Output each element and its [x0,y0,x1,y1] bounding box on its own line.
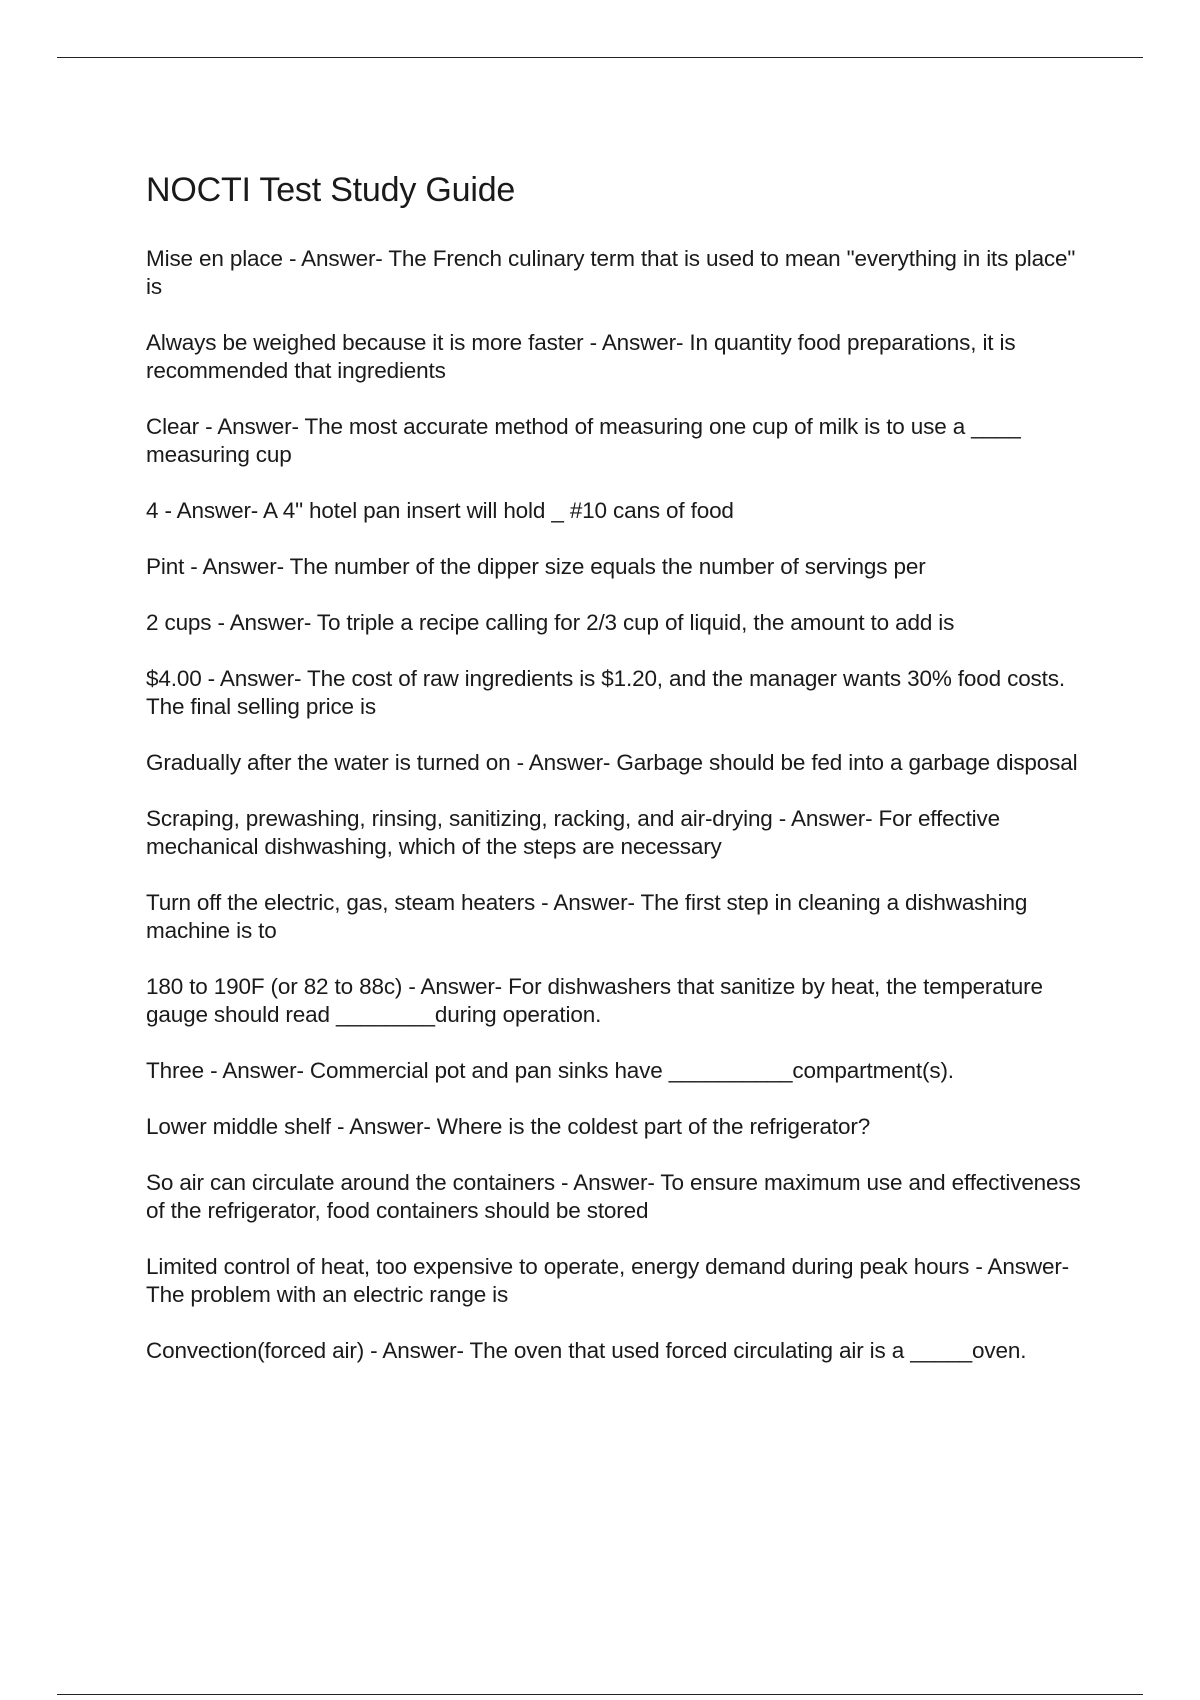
qa-item: Three - Answer- Commercial pot and pan sinks have __________compartment(s). [146,1057,954,1083]
qa-item: 2 cups - Answer- To triple a recipe calling for 2/3 cup of liquid, the amount to add is [146,609,955,635]
qa-item: 180 to 190F (or 82 to 88c) - Answer- For dishwashers that sanitize by heat, the temperature gauge should read ________during operation. [146,973,1043,1027]
footer-rule [57,1694,1143,1695]
qa-item: Convection(forced air) - Answer- The oven that used forced circulating air is a _____oven. [146,1337,1027,1363]
qa-item: Limited control of heat, too expensive to operate, energy demand during peak hours - Answer- The problem with an electric range is [146,1253,1070,1307]
qa-item: Scraping, prewashing, rinsing, sanitizing, racking, and air-drying - Answer- For effective mechanical dishwashing, which of the steps are necessary [146,805,1000,859]
qa-item: 4 - Answer- A 4" hotel pan insert will hold _ #10 cans of food [146,497,734,523]
page-title: NOCTI Test Study Guide [146,171,516,209]
qa-item: Gradually after the water is turned on - Answer- Garbage should be fed into a garbage disposal [146,749,1078,775]
qa-item: Mise en place - Answer- The French culinary term that is used to mean "everything in its place" is [146,245,1076,299]
qa-item: Clear - Answer- The most accurate method of measuring one cup of milk is to use a ____ measuring cup [146,413,1021,467]
header-rule [57,57,1143,58]
qa-item: Lower middle shelf - Answer- Where is the coldest part of the refrigerator? [146,1113,871,1139]
qa-item: So air can circulate around the containers - Answer- To ensure maximum use and effectiveness of the refrigerator, food containers should be stored [146,1169,1081,1223]
qa-item: $4.00 - Answer- The cost of raw ingredients is $1.20, and the manager wants 30% food costs. The final selling price is [146,665,1065,719]
qa-item: Pint - Answer- The number of the dipper size equals the number of servings per [146,553,926,579]
qa-item: Always be weighed because it is more faster - Answer- In quantity food preparations, it is recommended that ingredients [146,329,1016,383]
qa-item: Turn off the electric, gas, steam heaters - Answer- The first step in cleaning a dishwashing machine is to [146,889,1028,943]
qa-list [146,245,1096,1365]
document-body [146,170,1096,1393]
